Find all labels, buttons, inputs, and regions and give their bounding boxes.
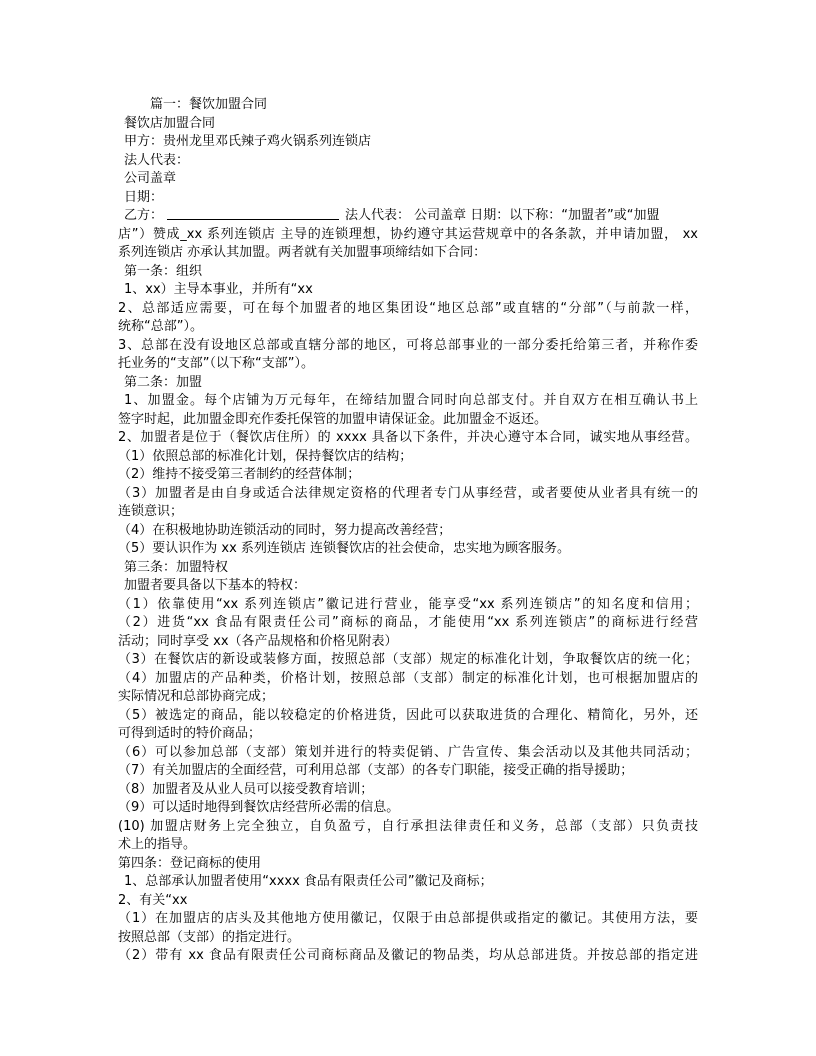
contract-line: 连锁意识；: [118, 504, 184, 519]
contract-line: [118, 207, 698, 226]
contract-body: [118, 96, 698, 966]
contract-line: 按照总部（支部）的指定进行。: [118, 929, 301, 945]
contract-line: 活动；同时享受 xx（各产品规格和价格见附表）: [118, 633, 398, 649]
contract-line: 加盟者要具备以下基本的特权：: [124, 578, 307, 593]
contract-line: 1、xx）主导本事业，并所有“xx: [124, 282, 313, 297]
contract-line: 2、有关“xx: [118, 892, 188, 908]
contract-line: （6）可以参加总部（支部）策划并进行的特卖促销、广告宣传、集会活动以及其他共同活动；: [118, 744, 698, 760]
contract-line: (10) 加盟店财务上完全独立，自负盈亏，自行承担法律责任和义务，总部（支部）只负责技: [118, 818, 698, 834]
contract-line: 统称“总部”）。: [118, 319, 203, 334]
contract-line: （5）要认识作为 xx 系列连锁店 连锁餐饮店的社会使命，忠实地为顾客服务。: [118, 541, 571, 556]
contract-line: 第二条：加盟: [124, 374, 203, 390]
contract-line: 甲方：贵州龙里邓氏辣子鸡火锅系列连锁店: [124, 134, 372, 149]
contract-line: 可得到适时的特价商品；: [118, 726, 262, 741]
contract-line: 1、总部承认加盟者使用“xxxx 食品有限责任公司”徽记及商标；: [124, 874, 493, 889]
contract-line: （3）在餐饮店的新设或装修方面，按照总部（支部）规定的标准化计划，争取餐饮店的统一化；: [118, 652, 698, 667]
contract-line: 餐饮店加盟合同: [124, 115, 216, 131]
contract-line: （3）加盟者是由自身或适合法律规定资格的代理者专门从事经营，或者要使从业者具有统一的: [118, 485, 698, 501]
contract-line: （7）有关加盟店的全面经营，可利用总部（支部）的各专门职能，接受正确的指导援助；: [118, 763, 634, 778]
contract-line: 公司盖章: [124, 171, 177, 186]
contract-line: （1）在加盟店的店头及其他地方使用徽记，仅限于由总部提供或指定的徽记。其使用方法，要: [118, 911, 698, 926]
contract-line: 2、总部适应需要，可在每个加盟者的地区集团设“地区总部”或直辖的“分部”（与前款一样，: [118, 300, 698, 316]
contract-line: 签字时起，此加盟金即充作委托保管的加盟申请保证金。此加盟金不返还。: [118, 411, 548, 427]
contract-line: （8）加盟者及从业人员可以接受教育培训；: [118, 781, 374, 797]
contract-line: （2）维持不接受第三者制约的经营体制；: [118, 467, 361, 482]
contract-line: 第一条：组织: [124, 263, 203, 279]
contract-line: 托业务的“支部”（以下称“支部”）。: [118, 356, 314, 371]
contract-line: 系列连锁店 亦承认其加盟。两者就有关加盟事项缔结如下合同：: [118, 245, 487, 260]
contract-line: 日期：: [124, 189, 164, 205]
party-b-blank-field: [167, 207, 339, 220]
party-b-label: 乙方：: [124, 208, 164, 223]
contract-line: （9）可以适时地得到餐饮店经营所必需的信息。: [118, 800, 400, 815]
contract-line: 术上的指导。: [118, 837, 197, 852]
contract-line: 2、加盟者是位于（餐饮店住所）的 xxxx 具备以下条件，并决心遵守本合同，诚实地从事经营。: [118, 430, 698, 445]
contract-line: 篇一：餐饮加盟合同: [150, 97, 268, 112]
contract-line: 第四条：登记商标的使用: [118, 855, 262, 871]
contract-line: 1、加盟金。每个店铺为万元每年，在缔结加盟合同时向总部支付。并自双方在相互确认书上: [124, 393, 698, 408]
contract-line: （4）在积极地协助连锁活动的同时，努力提高改善经营；: [118, 522, 452, 538]
contract-line: （1）依照总部的标准化计划，保持餐饮店的结构；: [118, 448, 413, 464]
contract-line: 第三条：加盟特权: [124, 559, 229, 575]
party-b-text: 法人代表： 公司盖章 日期：以下称：“加盟者”或“加盟: [345, 208, 660, 223]
contract-line: 法人代表：: [124, 152, 190, 168]
contract-line: 实际情况和总部协商完成；: [118, 689, 275, 704]
contract-line: （2）进货“xx 食品有限责任公司”商标的商品，才能使用“xx 系列连锁店”的商标进行经营: [118, 615, 698, 630]
contract-line: （1）依靠使用“xx 系列连锁店”徽记进行营业，能享受“xx 系列连锁店”的知名度和信用；: [118, 596, 698, 612]
contract-line: 3、总部在没有设地区总部或直辖分部的地区，可将总部事业的一部分委托给第三者，并称作委: [118, 337, 698, 353]
contract-line: （5）被选定的商品，能以较稳定的价格进货，因此可以获取进货的合理化、精简化，另外，还: [118, 707, 698, 723]
contract-line: 店”）赞成_xx 系列连锁店 主导的连锁理想，协约遵守其运营规章中的各条款，并申请加盟， xx: [118, 226, 698, 242]
contract-line: （4）加盟店的产品种类，价格计划，按照总部（支部）制定的标准化计划，也可根据加盟店的: [118, 670, 698, 686]
contract-line: （2）带有 xx 食品有限责任公司商标商品及徽记的物品类，均从总部进货。并按总部的指定进: [118, 948, 698, 963]
